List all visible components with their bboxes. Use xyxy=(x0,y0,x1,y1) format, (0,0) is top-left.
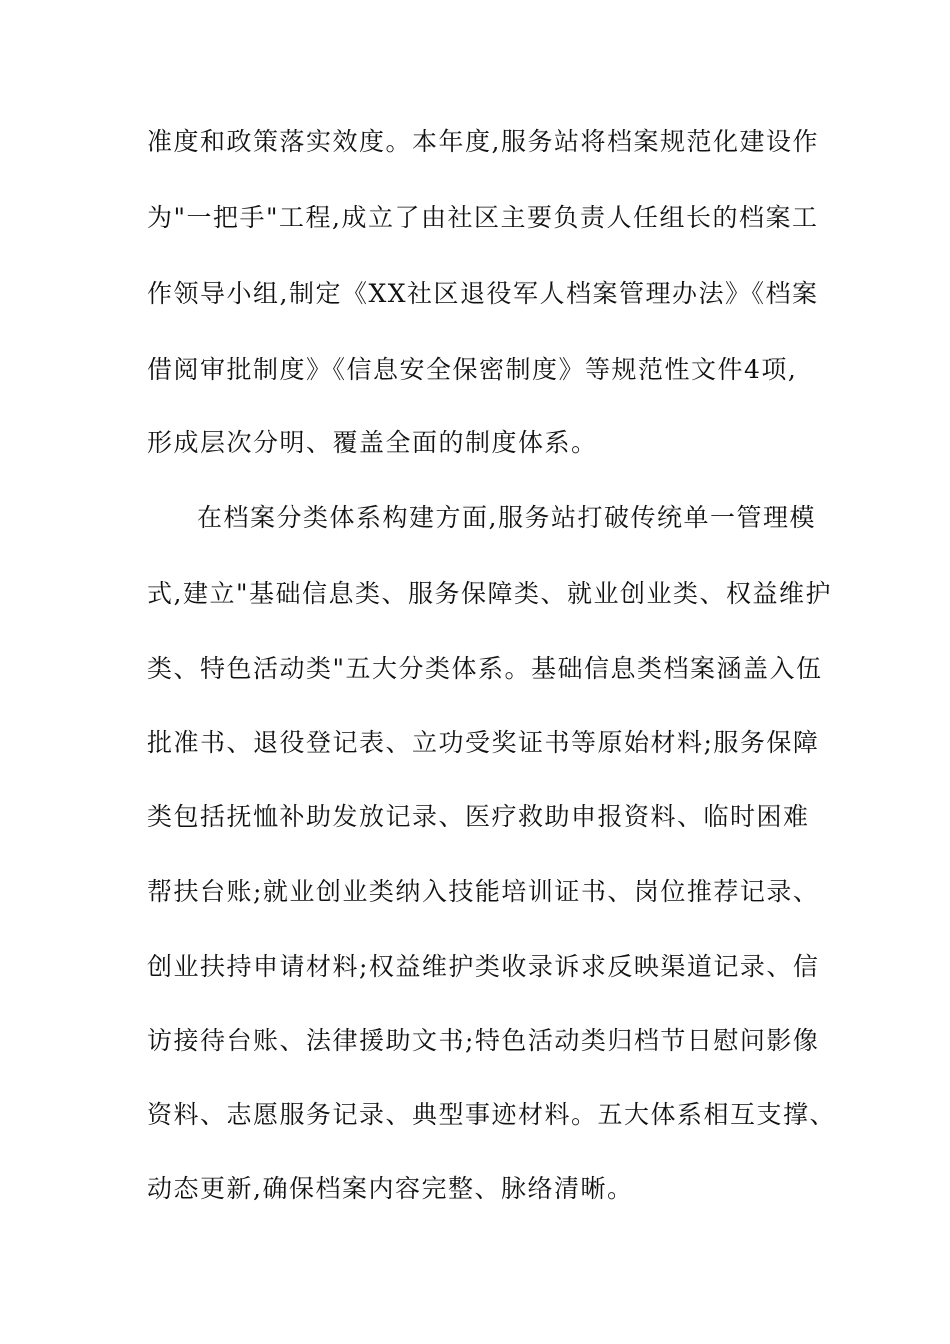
text-line: 帮扶台账;就业创业类纳入技能培训证书、岗位推荐记录、 xyxy=(147,877,820,906)
text-line: 批准书、退役登记表、立功受奖证书等原始材料;服务保障 xyxy=(147,728,820,757)
text-line: 形成层次分明、覆盖全面的制度体系。 xyxy=(147,428,598,457)
text-line: 创业扶持申请材料;权益维护类收录诉求反映渠道记录、信 xyxy=(147,952,820,981)
text-line: 类包括抚恤补助发放记录、医疗救助申报资料、临时困难 xyxy=(147,802,810,831)
text-line: 资料、志愿服务记录、典型事迹材料。五大体系相互支撑、 xyxy=(147,1100,837,1129)
text-line: 访接待台账、法律援助文书;特色活动类归档节日慰问影像 xyxy=(147,1026,820,1055)
text-line: 动态更新,确保档案内容完整、脉络清晰。 xyxy=(147,1174,634,1203)
text-line: 作领导小组,制定《XX社区退役军人档案管理办法》《档案 xyxy=(147,279,819,308)
text-line: 类、特色活动类"五大分类体系。基础信息类档案涵盖入伍 xyxy=(147,654,823,683)
text-line: 式,建立"基础信息类、服务保障类、就业创业类、权益维护 xyxy=(147,579,832,608)
text-line: 准度和政策落实效度。本年度,服务站将档案规范化建设作 xyxy=(147,127,819,156)
text-line: 借阅审批制度》《信息安全保密制度》等规范性文件4项, xyxy=(147,355,798,384)
text-line: 为"一把手"工程,成立了由社区主要负责人任组长的档案工 xyxy=(147,203,819,232)
text-line: 在档案分类体系构建方面,服务站打破传统单一管理模 xyxy=(197,503,816,532)
